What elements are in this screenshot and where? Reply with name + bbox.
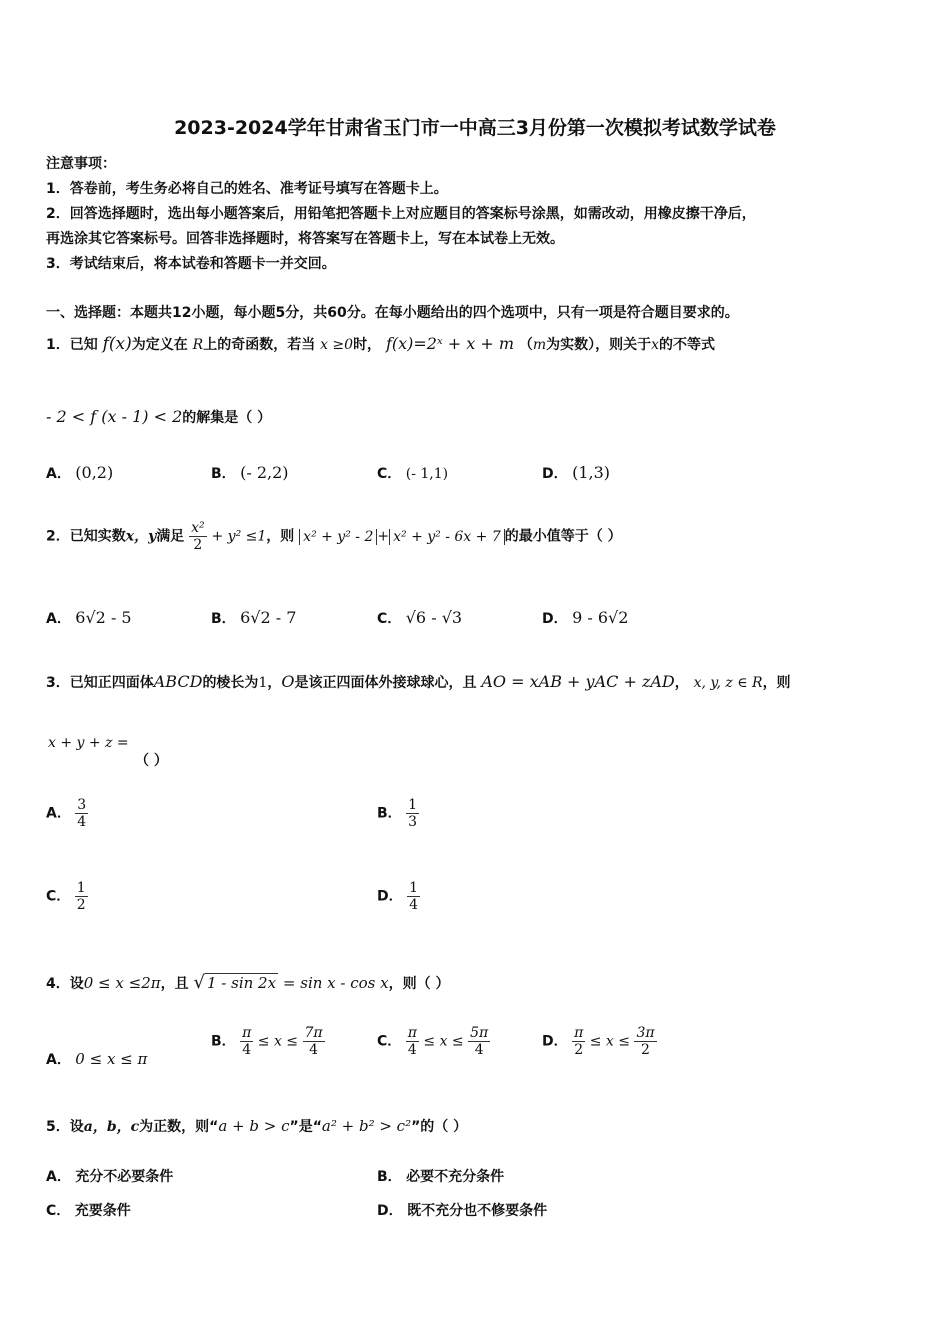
q3-text: ，	[267, 675, 282, 691]
q2-num: 2．已知实数	[46, 528, 126, 545]
q3-option-b[interactable]: B． $\frac{1}{3}$	[377, 797, 418, 831]
q5-text: ”的（ ）	[411, 1119, 468, 1135]
q1-option-c[interactable]: C． (- 1,1)	[377, 466, 449, 482]
q1-text: 时，	[353, 337, 382, 353]
q1-text: 的不等式	[659, 337, 716, 353]
q4-text: ，且	[160, 976, 189, 992]
q3-abcd: ABCD	[153, 672, 203, 691]
q5-cond1: a + b > c	[218, 1117, 290, 1135]
question-5	[46, 1116, 467, 1136]
q1-text: 为实数），则关于	[546, 337, 652, 353]
q1-text: 的解集是（ ）	[182, 410, 272, 426]
q1-ineq: - 2 < f (x - 1) < 2	[46, 407, 183, 426]
sqrt-sign-icon: √	[193, 972, 205, 993]
q4-option-b[interactable]: B． $\frac{\pi}{4}$ ≤ x ≤ $\frac{7\pi}{4}$	[211, 1025, 323, 1059]
q5-cond2: a² + b² > c²	[321, 1117, 412, 1135]
q2-option-a[interactable]: A． 6√2 - 5	[46, 608, 132, 627]
question-3	[46, 672, 791, 692]
q3-one: 1	[258, 675, 268, 691]
q1-R: R	[192, 337, 204, 353]
q3-option-d[interactable]: D． $\frac{1}{4}$	[377, 880, 418, 914]
q5-num: 5．设	[46, 1119, 84, 1135]
q4-option-a[interactable]: A． 0 ≤ x ≤ π	[46, 1050, 148, 1068]
note-item: 2．回答选择题时，选出每小题答案后，用铅笔把答题卡上对应题目的答案标号涂黑，如需改动，用橡皮擦干净后，	[46, 206, 756, 222]
notes-heading: 注意事项：	[46, 156, 116, 172]
q2-fraction: $\frac{\text{x²}}{2}$	[191, 520, 205, 554]
q3-O: O	[281, 672, 295, 691]
q4-num: 4．设	[46, 976, 84, 992]
q2-abs2: x² + y² - 6x + 7	[389, 529, 505, 545]
note-item: 1．答卷前，考生务必将自己的姓名、准考证号填写在答题卡上。	[46, 181, 448, 197]
q5-option-b[interactable]: B． 必要不充分条件	[377, 1169, 505, 1185]
question-2	[46, 520, 622, 553]
q5-option-c[interactable]: C． 充要条件	[46, 1203, 131, 1219]
q4-range: 0 ≤ x ≤2π	[83, 974, 161, 992]
q3-option-c[interactable]: C． $\frac{1}{2}$	[46, 880, 86, 914]
q2-text: ，则	[266, 528, 295, 545]
q1-option-d[interactable]: D． (1,3)	[542, 463, 611, 482]
q1-text: 上的奇函数，若当	[203, 337, 316, 353]
q3-num: 3．已知正四面体	[46, 675, 154, 691]
q2-cond: + y² ≤1	[211, 528, 267, 545]
q3-paren: （ ）	[135, 753, 168, 769]
q1-cond: x ≥0	[320, 337, 354, 353]
q3-text: 是该正四面体外接球球心，且	[294, 675, 477, 691]
q1-fx: f(x)	[102, 334, 132, 354]
q3-text: 的棱长为	[202, 675, 259, 691]
q4-option-d[interactable]: D． $\frac{\pi}{2}$ ≤ x ≤ $\frac{3\pi}{2}$	[542, 1025, 655, 1059]
q5-text: ”是“	[289, 1119, 322, 1135]
q1-num: 1．已知	[46, 337, 98, 353]
q2-option-d[interactable]: D． 9 - 6√2	[542, 608, 629, 627]
q3-xyz: x, y, z ∈ R	[693, 675, 763, 691]
q3-sum: x + y + z =	[48, 735, 129, 751]
q1-option-b[interactable]: B． (- 2,2)	[211, 463, 289, 482]
page-title: 2023-2024学年甘肃省玉门市一中高三3月份第一次模拟考试数学试卷	[174, 117, 776, 139]
q5-abc: a，b，c	[83, 1119, 140, 1135]
q1-text: 为定义在	[131, 337, 188, 353]
q2-abs1: x² + y² - 2	[299, 529, 377, 545]
q4-rhs: = sin x - cos x	[282, 974, 389, 992]
note-item: 再选涂其它答案标号。回答非选择题时，将答案写在答题卡上，写在本试卷上无效。	[46, 231, 564, 247]
section-heading: 一、选择题：本题共12小题，每小题5分，共60分。在每小题给出的四个选项中，只有一项是符合题目要求的。	[46, 305, 739, 321]
q4-option-c[interactable]: C． $\frac{\pi}{4}$ ≤ x ≤ $\frac{5\pi}{4}$	[377, 1025, 489, 1059]
note-item: 3．考试结束后，将本试卷和答题卡一并交回。	[46, 256, 336, 272]
q2-plus: +	[377, 528, 390, 545]
q5-option-a[interactable]: A． 充分不必要条件	[46, 1169, 174, 1185]
q4-sqrt: 1 - sin 2x	[206, 974, 277, 992]
q2-text: 的最小值等于（ ）	[504, 528, 622, 545]
q3-text: ，	[674, 675, 689, 691]
question-1-cont	[46, 407, 271, 427]
q2-xy: x，y	[125, 528, 157, 545]
q5-text: 为正数，则“	[139, 1119, 219, 1135]
q5-option-d[interactable]: D． 既不充分也不修要条件	[377, 1203, 548, 1219]
question-3-cont	[48, 735, 129, 751]
q1-option-a[interactable]: A． (0,2)	[46, 463, 114, 482]
q1-m: m	[532, 337, 547, 353]
q3-text: ，则	[762, 675, 791, 691]
q2-option-b[interactable]: B． 6√2 - 7	[211, 608, 297, 627]
q2-text: 满足	[156, 528, 185, 545]
question-4	[46, 972, 449, 993]
q4-text: ，则（ ）	[388, 976, 450, 992]
q3-vec: AO = xAB + yAC + zAD	[481, 672, 675, 691]
q2-option-c[interactable]: C． √6 - √3	[377, 608, 463, 627]
question-1	[46, 334, 715, 354]
q1-text: （	[518, 337, 533, 353]
q3-option-a[interactable]: A． $\frac{3}{4}$	[46, 797, 87, 831]
q1-expr: f(x)=2ˣ + x + m	[385, 334, 514, 353]
q1-x: x	[651, 337, 660, 353]
